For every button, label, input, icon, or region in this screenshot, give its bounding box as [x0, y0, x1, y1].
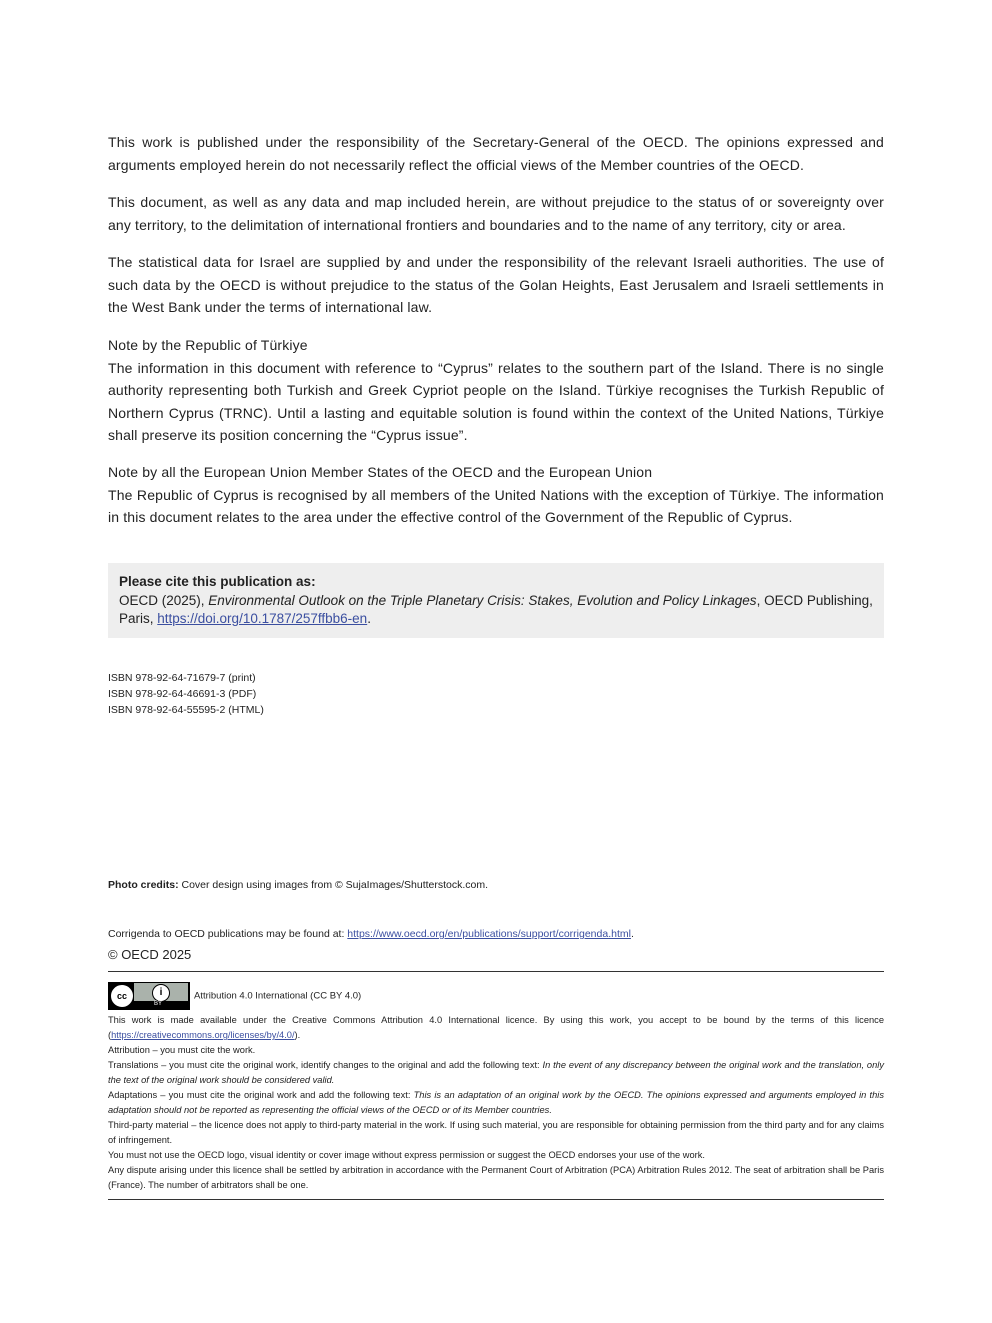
- corrigenda-text: Corrigenda to OECD publications may be found at:: [108, 928, 348, 940]
- licence-title: Attribution 4.0 International (CC BY 4.0): [194, 990, 362, 1002]
- divider-bottom: [108, 1199, 884, 1200]
- licence-text: [108, 1013, 884, 1193]
- divider-top: [108, 971, 884, 972]
- licence-translations: Translations – you must cite the original work, identify changes to the original and add the following text: In the event of any discrepancy between the original work and the translation, only the text of the original work should be considered valid.: [108, 1060, 884, 1085]
- citation-label: Please cite this publication as:: [119, 574, 316, 589]
- cc-logo-text: cc: [110, 984, 134, 1008]
- responsibility-paragraph: This work is published under the responsibility of the Secretary-General of the OECD. The opinions expressed and arguments employed herein do not necessarily reflect the official views of the Member countries of the OECD.: [108, 134, 884, 173]
- note-eu: [108, 461, 884, 529]
- photo-credits-text: Cover design using images from © SujaImages/Shutterstock.com.: [178, 879, 489, 891]
- licence-third-party: Third-party material – the licence does not apply to third-party material in the work. If using such material, you are responsible for obtaining permission from the third party and for any claims of infringement.: [108, 1120, 884, 1145]
- citation-suffix: , OECD Publishing, Paris,: [119, 592, 873, 626]
- photo-credits-label: Photo credits:: [108, 879, 179, 891]
- photo-credits: [108, 877, 884, 893]
- copyright: © OECD 2025: [108, 947, 192, 962]
- note-turkiye: [108, 334, 884, 447]
- note-eu-text: The Republic of Cyprus is recognised by all members of the United Nations with the exception of Türkiye. The information in this document relates to the area under the effective control of the Government of the Republic of Cyprus.: [108, 486, 884, 525]
- citation-title: Environmental Outlook on the Triple Planetary Crisis: Stakes, Evolution and Policy Linkages: [208, 592, 757, 608]
- note-eu-title: Note by all the European Union Member States of the OECD and the European Union: [108, 464, 653, 480]
- corrigenda-link[interactable]: https://www.oecd.org/en/publications/support/corrigenda.html: [347, 928, 631, 940]
- isbn-html: ISBN 978-92-64-55595-2 (HTML): [108, 704, 264, 716]
- licence-adaptations: Adaptations – you must cite the original work and add the following text: This is an adaptation of an original work by the OECD. The opinions expressed and arguments employed in this adaptation should not be reported as representing the official views of the OECD or of its Member countries.: [108, 1090, 884, 1115]
- prejudice-paragraph: This document, as well as any data and map included herein, are without prejudice to the status of or sovereignty over any territory, to the delimitation of international frontiers and boundaries and to the name of any territory, city or area.: [108, 194, 884, 233]
- licence-attribution: Attribution – you must cite the work.: [108, 1045, 256, 1055]
- citation-end: .: [367, 611, 371, 626]
- by-logo-text: BY: [154, 1001, 163, 1007]
- licence-logo-use: You must not use the OECD logo, visual identity or cover image without express permission or suggest the OECD endorses your use of the work.: [108, 1150, 706, 1160]
- note-turkiye-text: The information in this document with reference to “Cyprus” relates to the southern part of the Island. There is no single authority representing both Turkish and Greek Cypriot people on the Island. Türkiye recognises the Turkish Republic of Northern Cyprus (TRNC). Until a lasting and equitable solution is found within the context of the United Nations, Türkiye shall preserve its position concerning the “Cyprus issue”.: [108, 359, 884, 443]
- corrigenda-end: .: [630, 928, 634, 940]
- cc-by-logo-icon: cc i BY: [108, 982, 190, 1010]
- doi-link[interactable]: https://doi.org/10.1787/257ffbb6-en: [157, 611, 368, 626]
- corrigenda: [108, 926, 884, 942]
- citation-prefix: OECD (2025),: [119, 592, 209, 608]
- licence-dispute: Any dispute arising under this licence shall be settled by arbitration in accordance with the Permanent Court of Arbitration (PCA) Arbitration Rules 2012. The seat of arbitration shall be Paris (France). The number of arbitrators shall be one.: [108, 1165, 884, 1190]
- citation-box: [108, 563, 884, 638]
- note-turkiye-title: Note by the Republic of Türkiye: [108, 337, 308, 353]
- isbn-print: ISBN 978-92-64-71679-7 (print): [108, 672, 256, 684]
- licence-header: [108, 982, 884, 1010]
- licence-link[interactable]: https://creativecommons.org/licenses/by/4.0/: [111, 1030, 295, 1040]
- isbn-pdf: ISBN 978-92-64-46691-3 (PDF): [108, 688, 257, 700]
- isbn-list: [108, 670, 884, 718]
- licence-intro: This work is made available under the Creative Commons Attribution 4.0 International licence. By using this work, you accept to be bound by the terms of this licence (https://creativecommons.org/licenses/by/4.0/).: [108, 1015, 884, 1040]
- israel-paragraph: The statistical data for Israel are supplied by and under the responsibility of the relevant Israeli authorities. The use of such data by the OECD is without prejudice to the status of the Golan Heights, East Jerusalem and Israeli settlements in the West Bank under the terms of international law.: [108, 254, 884, 315]
